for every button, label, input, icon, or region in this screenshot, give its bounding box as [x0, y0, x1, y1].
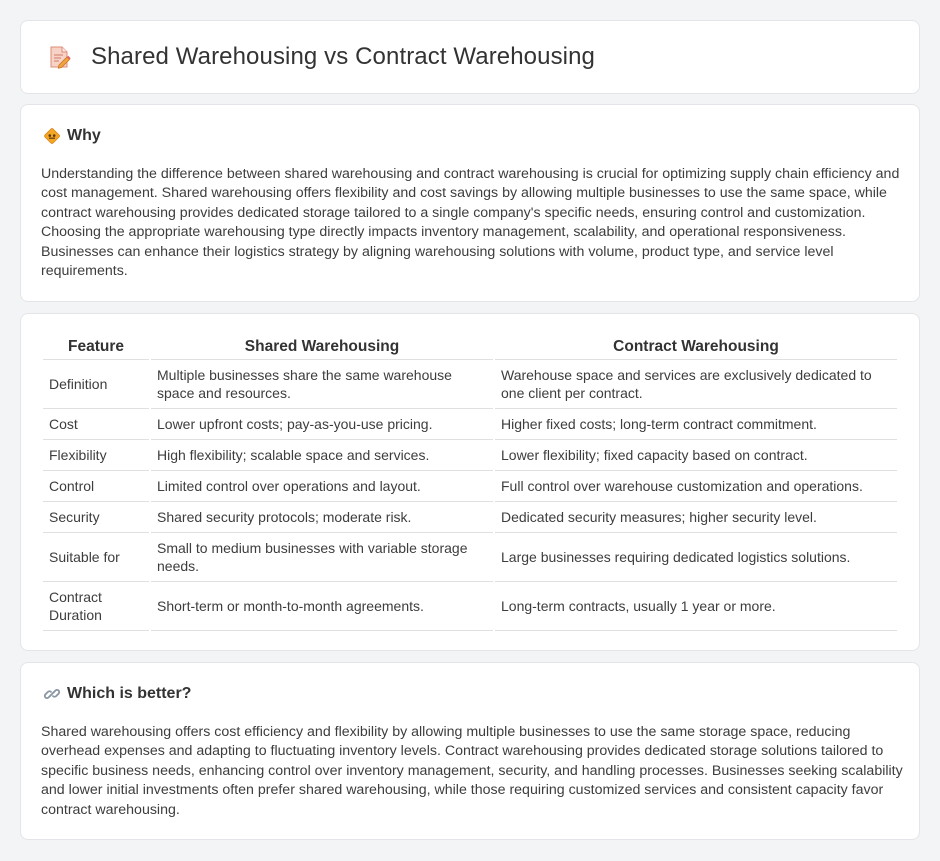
shared-cell: Short-term or month-to-month agreements. [151, 582, 493, 631]
better-body: Shared warehousing offers cost efficiency and flexibility by allowing multiple businesses to use the same storage space, reducing overhead expenses and adapting to fluctuating inventory levels. Contract warehousing provides dedicated storage solutions tailored to specific business needs, enhancing control over inventory management, security, and handling processes. Businesses seeking scalability and lower initial investments often prefer shared warehousing, while those requiring customized services and consistent capacity favor contract warehousing. [41, 724, 903, 818]
feature-cell: Control [43, 471, 149, 502]
why-heading: Why [67, 127, 101, 144]
diamond-warning-icon [43, 127, 61, 145]
contract-cell: Dedicated security measures; higher security level. [495, 502, 897, 533]
column-header-feature: Feature [43, 334, 149, 360]
shared-cell: High flexibility; scalable space and services. [151, 440, 493, 471]
table-row [43, 360, 897, 409]
feature-cell: Suitable for [43, 533, 149, 582]
table-header-row [43, 334, 897, 360]
header-card [20, 20, 920, 94]
shared-cell: Shared security protocols; moderate risk. [151, 502, 493, 533]
feature-cell: Security [43, 502, 149, 533]
contract-cell: Large businesses requiring dedicated logistics solutions. [495, 533, 897, 582]
why-heading-row [43, 127, 101, 145]
feature-cell: Definition [43, 360, 149, 409]
why-section [20, 104, 920, 302]
comparison-section [20, 313, 920, 651]
which-is-better-section [20, 662, 920, 840]
contract-cell: Long-term contracts, usually 1 year or more. [495, 582, 897, 631]
column-header-shared: Shared Warehousing [151, 334, 493, 360]
feature-cell: Flexibility [43, 440, 149, 471]
contract-cell: Warehouse space and services are exclusively dedicated to one client per contract. [495, 360, 897, 409]
table-row [43, 533, 897, 582]
table-row [43, 409, 897, 440]
table-row [43, 471, 897, 502]
shared-cell: Small to medium businesses with variable storage needs. [151, 533, 493, 582]
table-row [43, 582, 897, 631]
table-row [43, 440, 897, 471]
comparison-table [41, 334, 899, 631]
feature-cell: Cost [43, 409, 149, 440]
shared-cell: Lower upfront costs; pay-as-you-use pricing. [151, 409, 493, 440]
shared-cell: Multiple businesses share the same warehouse space and resources. [151, 360, 493, 409]
document-pencil-icon [45, 43, 73, 71]
contract-cell: Higher fixed costs; long-term contract commitment. [495, 409, 897, 440]
why-body: Understanding the difference between shared warehousing and contract warehousing is crucial for optimizing supply chain efficiency and cost management. Shared warehousing offers flexibility and cost savings by allowing multiple businesses to use the same space, while contract warehousing provides dedicated storage tailored to a single company's specific needs, ensuring control and customization. Choosing the appropriate warehousing type directly impacts inventory management, scalability, and operational responsiveness. Businesses can enhance their logistics strategy by aligning warehousing solutions with volume, product type, and service level requirements. [41, 166, 900, 280]
table-row [43, 502, 897, 533]
page-title: Shared Warehousing vs Contract Warehousing [91, 43, 596, 70]
title-row [45, 43, 595, 71]
link-icon [43, 685, 61, 703]
better-heading: Which is better? [67, 685, 192, 702]
contract-cell: Full control over warehouse customization and operations. [495, 471, 897, 502]
shared-cell: Limited control over operations and layout. [151, 471, 493, 502]
column-header-contract: Contract Warehousing [495, 334, 897, 360]
feature-cell: Contract Duration [43, 582, 149, 631]
contract-cell: Lower flexibility; fixed capacity based on contract. [495, 440, 897, 471]
better-heading-row [43, 685, 191, 703]
